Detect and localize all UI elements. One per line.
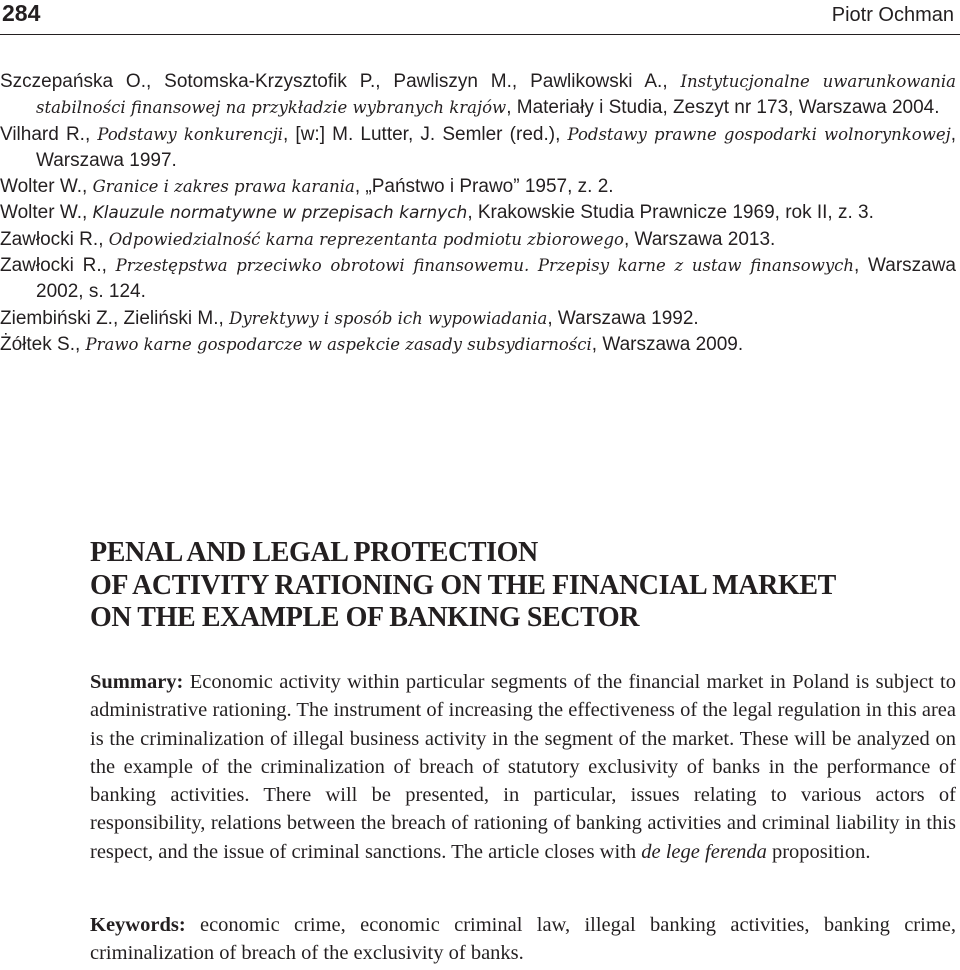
reference-publication: , „Państwo i Prawo” 1957, z. 2. bbox=[354, 176, 614, 198]
article-title-line: OF ACTIVITY RATIONING ON THE FINANCIAL MARKET bbox=[90, 569, 836, 601]
reference-separator: , bbox=[218, 307, 230, 329]
running-head-author: Piotr Ochman bbox=[831, 4, 954, 26]
reference-separator: , bbox=[662, 71, 681, 92]
reference-publication: , Warszawa 2009. bbox=[591, 333, 744, 355]
reference-publication: , Warszawa 1992. bbox=[547, 307, 699, 329]
reference-separator: , bbox=[98, 228, 109, 250]
reference-entry bbox=[0, 122, 956, 175]
reference-entry bbox=[0, 200, 956, 226]
reference-entry bbox=[0, 227, 956, 253]
reference-author: Zawłocki R. bbox=[0, 255, 102, 277]
reference-author: Vilhard R. bbox=[0, 123, 85, 145]
reference-title: Granice i zakres prawa karania bbox=[92, 177, 355, 197]
reference-publication: , Warszawa 2002, s. 124. bbox=[36, 255, 956, 303]
page-number: 284 bbox=[2, 0, 41, 26]
reference-title: Klauzule normatywne w przepisach karnych bbox=[92, 203, 468, 224]
summary-paragraph bbox=[90, 668, 956, 866]
reference-publication: , Warszawa 2013. bbox=[623, 228, 776, 250]
keywords-text: economic crime, economic criminal law, illegal banking activities, banking crime, criminalization of breach of the exclusivity of banks. bbox=[90, 914, 956, 965]
article-title-line: PENAL AND LEGAL PROTECTION bbox=[90, 537, 538, 568]
reference-title: Instytucjonalne uwarunkowania stabilności finansowej na przykładzie wybranych krajów bbox=[36, 72, 956, 118]
reference-separator: , bbox=[84, 123, 98, 145]
reference-publication: , Warszawa 1997. bbox=[36, 123, 956, 171]
reference-entry bbox=[0, 69, 956, 122]
reference-title: Prawo karne gospodarcze w aspekcie zasady subsydiarności bbox=[85, 334, 592, 354]
reference-editor: , [w:] M. Lutter, J. Semler (red.), bbox=[282, 123, 568, 145]
reference-title: Odpowiedzialność karna reprezentanta podmiotu zbiorowego bbox=[108, 229, 624, 249]
reference-separator: , bbox=[101, 255, 116, 277]
reference-publication: , Krakowskie Studia Prawnicze 1969, rok II, z. 3. bbox=[467, 202, 874, 224]
reference-entry bbox=[0, 253, 956, 306]
reference-book-title: Podstawy prawne gospodarki wolnorynkowej bbox=[567, 124, 951, 144]
reference-separator: , bbox=[82, 176, 93, 198]
article-title bbox=[90, 537, 950, 635]
summary-label: Summary: bbox=[90, 671, 184, 693]
bibliography bbox=[0, 69, 956, 358]
reference-title: Przestępstwa przeciwko obrotowi finansowemu. Przepisy karne z ustaw finansowych bbox=[115, 256, 855, 276]
reference-author: Szczepańska O., Sotomska-Krzysztofik P., Pawliszyn M., Pawlikowski A. bbox=[0, 71, 663, 92]
article-title-line: ON THE EXAMPLE OF BANKING SECTOR bbox=[90, 602, 640, 634]
reference-separator: , bbox=[74, 333, 86, 355]
reference-author: Żółtek S. bbox=[0, 333, 75, 355]
reference-entry bbox=[0, 332, 956, 358]
reference-author: Wolter W. bbox=[0, 202, 82, 224]
page-header bbox=[0, 0, 960, 35]
reference-author: Ziembiński Z., Zieliński M. bbox=[0, 307, 219, 329]
reference-author: Zawłocki R. bbox=[0, 228, 99, 250]
reference-separator: , bbox=[82, 202, 93, 224]
keywords-label: Keywords: bbox=[90, 914, 186, 936]
reference-publication: , Materiały i Studia, Zeszyt nr 173, Warszawa 2004. bbox=[506, 97, 940, 119]
reference-entry bbox=[0, 174, 956, 200]
summary-ending: proposition. bbox=[766, 840, 871, 863]
keywords-paragraph bbox=[90, 911, 956, 968]
reference-title: Podstawy konkurencji bbox=[97, 124, 283, 144]
reference-title: Dyrektywy i sposób ich wypowiadania bbox=[229, 308, 548, 328]
reference-author: Wolter W. bbox=[0, 176, 82, 198]
summary-latin-phrase: de lege ferenda bbox=[641, 840, 767, 863]
summary-text: Economic activity within particular segments of the financial market in Poland is subject to administrative rationing. The instrument of increasing the effectiveness of the legal regulation in this area is the criminalization of illegal business activity in the segment of the market. These will be analyzed on the example of the criminalization of breach of statutory exclusivity of banks in the performance of banking activities. There will be presented, in particular, issues relating to various actors of responsibility, relations between the breach of rationing of banking activities and criminal liability in this respect, and the issue of criminal sanctions. The article closes with bbox=[90, 671, 956, 863]
reference-entry bbox=[0, 306, 956, 332]
